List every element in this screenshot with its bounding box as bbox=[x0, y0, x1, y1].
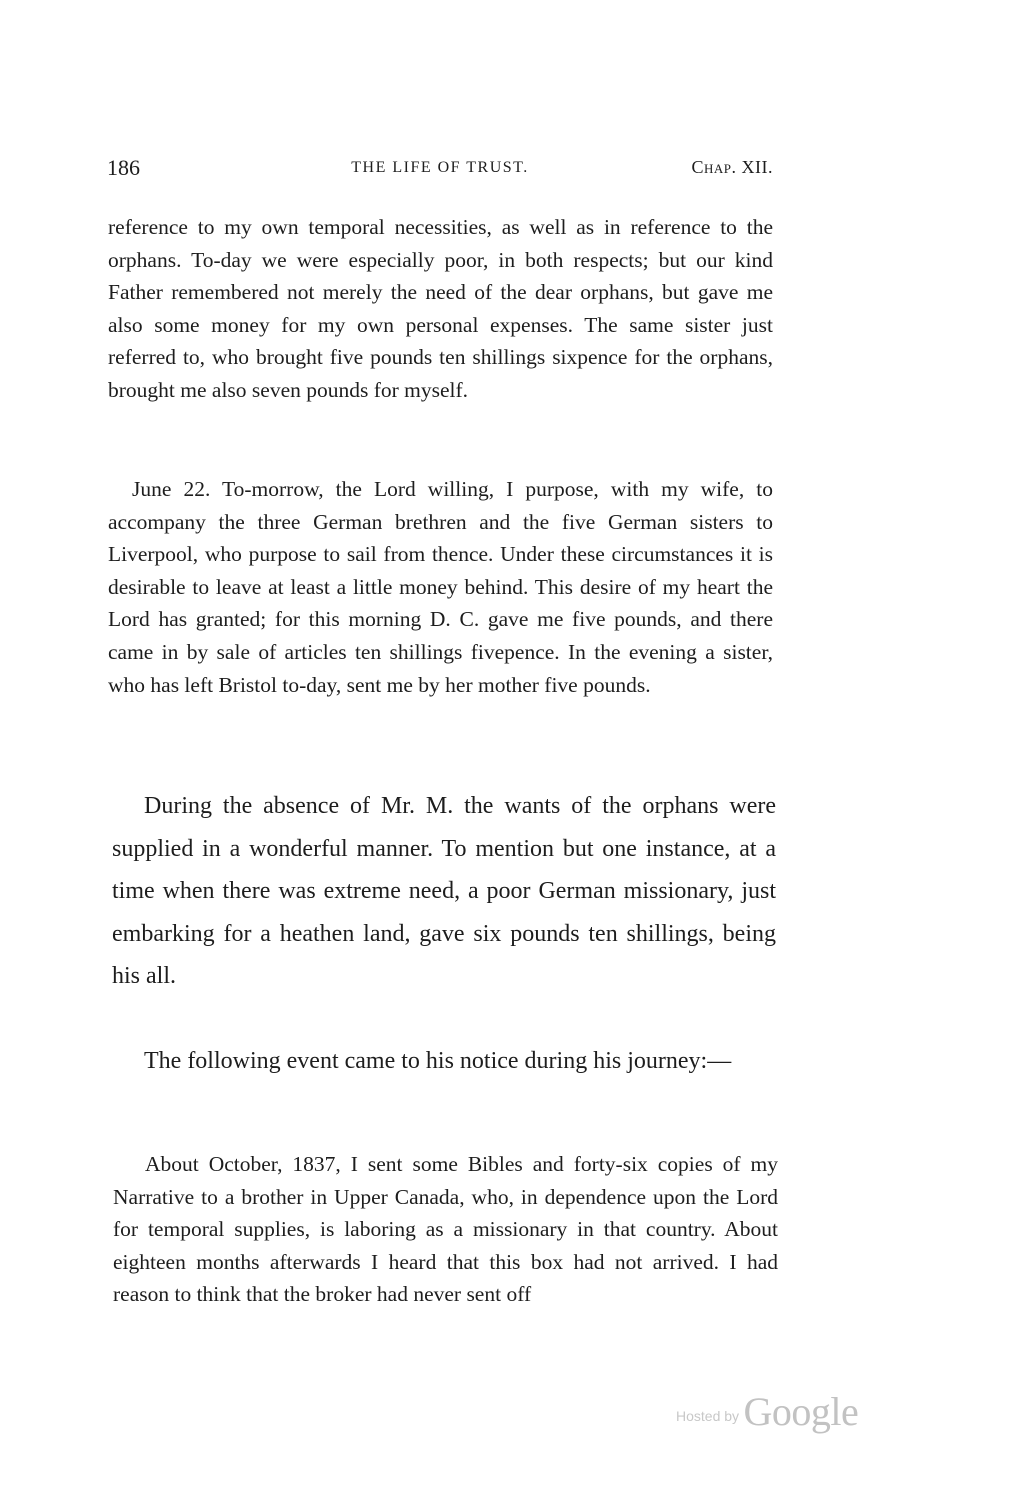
paragraph-following-event: The following event came to his notice during his journey:— bbox=[144, 1048, 732, 1074]
hosted-by-text: Hosted by bbox=[676, 1408, 740, 1424]
paragraph-absence-of-mr-m: During the absence of Mr. M. the wants of the orphans were supplied in a wonderful manner. To mention but one instance, at a time when there was extreme need, a poor German missionary, just embarking for a heathen land, gave six pounds ten shillings, being his all. bbox=[112, 793, 776, 989]
running-title: THE LIFE OF TRUST. bbox=[351, 159, 529, 176]
paragraph-june-22: June 22. To-morrow, the Lord willing, I purpose, with my wife, to accompany the three German brethren and the five German sisters to Liverpool, who purpose to sail from thence. Under these circumstances it is desirable to leave at least a little money behind. This desire of my heart the Lord has granted; for this morning D. C. gave me five pounds, and there came in by sale of articles ten shillings fivepence. In the evening a sister, who has left Bristol to-day, sent me by her mother five pounds. bbox=[108, 477, 773, 697]
hosted-by-google-watermark bbox=[676, 1388, 858, 1435]
page-number: 186 bbox=[107, 155, 140, 180]
paragraph-october-1837: About October, 1837, I sent some Bibles and forty-six copies of my Narrative to a brother in Upper Canada, who, in dependence upon the Lord for temporal supplies, is laboring as a missionary in that country. About eighteen months afterwards I heard that this box had not arrived. I had reason to think that the broker had never sent off bbox=[113, 1152, 778, 1307]
running-header bbox=[107, 155, 773, 187]
google-logo: Google bbox=[743, 1389, 859, 1434]
paragraph-temporal-necessities: reference to my own temporal necessities, as well as in reference to the orphans. To-day we were especially poor, in both respects; but our kind Father remembered not merely the need of the dear orphans, but gave me also some money for my own personal expenses. The same sister just referred to, who brought five pounds ten shillings sixpence for the orphans, brought me also seven pounds for myself. bbox=[108, 215, 773, 402]
chapter-label: Chap. XII. bbox=[691, 157, 773, 177]
